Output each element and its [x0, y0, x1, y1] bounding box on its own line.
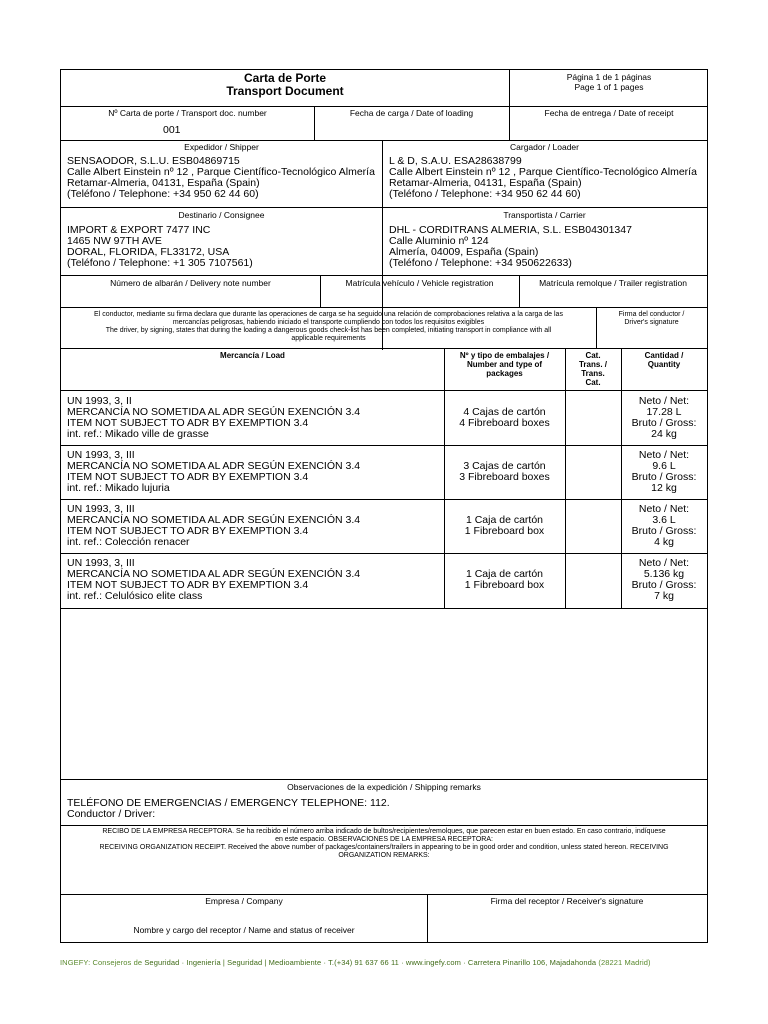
goods-row-1-packages: 4 Cajas de cartón 4 Fibreboard boxes [459, 406, 550, 429]
consignee-label: Destinario / Consignee [178, 210, 265, 220]
loader-address: L & D, S.A.U. ESA28638799 Calle Albert Einstein nº 12 , Parque Científico-Tecnológico Almería Retamar-Almeria, 04131, España (Spain) (Teléfono / Telephone: +34 950 62 44 60) [389, 155, 697, 200]
transport-document [60, 69, 708, 943]
consignee-address: IMPORT & EXPORT 7477 INC 1465 NW 97TH AVE DORAL, FLORIDA, FL33172, USA (Teléfono / Telephone: +1 305 7107561) [67, 224, 253, 269]
goods-row-3-load: UN 1993, 3, III MERCANCÍA NO SOMETIDA AL ADR SEGÚN EXENCIÓN 3.4 ITEM NOT SUBJECT TO ADR BY EXEMPTION 3.4 int. ref.: Colección renacer [67, 503, 361, 548]
col-packages-header: Nº y tipo de embalajes / Number and type of packages [459, 351, 550, 378]
doc-number-value: 001 [163, 124, 181, 136]
receipt-statement: RECIBO DE LA EMPRESA RECEPTORA. Se ha recibido el número arriba indicado de bultos/recipientes/remolques, que parecen estar en buen estado. En caso contrario, indíquese en este espacio. OBSERVACIONES DE LA EMPRESA RECEPTORA: RECEIVING ORGANIZATION RECEIPT. Received the above number of packages/containers/trailers in appearing to be in good order and condition, unless stated hereon. RECEIVING ORGANIZATION REMARKS: [99, 828, 669, 859]
receiver-name-label: Nombre y cargo del receptor / Name and status of receiver [133, 925, 355, 935]
company-label: Empresa / Company [205, 896, 283, 906]
loader-label: Cargador / Loader [510, 142, 579, 152]
receiver-signature-label: Firma del receptor / Receiver's signature [490, 896, 644, 906]
col-category-header: Cat. Trans. / Trans. Cat. [578, 351, 607, 387]
col-quantity-header: Cantidad / Quantity [644, 351, 684, 369]
goods-row-2-load: UN 1993, 3, III MERCANCÍA NO SOMETIDA AL ADR SEGÚN EXENCIÓN 3.4 ITEM NOT SUBJECT TO ADR BY EXEMPTION 3.4 int. ref.: Mikado lujuria [67, 449, 361, 494]
goods-row-1-quantity: Neto / Net: 17.28 L Bruto / Gross: 24 kg [631, 395, 697, 440]
shipper-label: Expedidor / Shipper [184, 142, 259, 152]
carrier-address: DHL - CORDITRANS ALMERIA, S.L. ESB04301347 Calle Aluminio nº 124 Almería, 04009, España (Spain) (Teléfono / Telephone: +34 950622633) [389, 224, 632, 269]
goods-row-2-quantity: Neto / Net: 9.6 L Bruto / Gross: 12 kg [631, 449, 697, 494]
goods-row-4-load: UN 1993, 3, III MERCANCÍA NO SOMETIDA AL ADR SEGÚN EXENCIÓN 3.4 ITEM NOT SUBJECT TO ADR BY EXEMPTION 3.4 int. ref.: Celulósico elite class [67, 557, 361, 602]
carrier-label: Transportista / Carrier [503, 210, 586, 220]
goods-row-2-packages: 3 Cajas de cartón 3 Fibreboard boxes [459, 460, 550, 483]
goods-row-3-quantity: Neto / Net: 3.6 L Bruto / Gross: 4 kg [631, 503, 697, 548]
goods-row-3-packages: 1 Caja de cartón 1 Fibreboard box [464, 514, 545, 537]
shipper-address: SENSAODOR, S.L.U. ESB04869715 Calle Albert Einstein nº 12 , Parque Científico-Tecnológico Almería Retamar-Almeria, 04131, España (Spain) (Teléfono / Telephone: +34 950 62 44 60) [67, 155, 375, 200]
shipping-remarks-label: Observaciones de la expedición / Shipping remarks [287, 782, 481, 792]
company-footer: INGEFY: Consejeros de Seguridad · Ingeniería | Seguridad | Medioambiente · T.(+34) 91 637 66 11 · www.ingefy.com · Carretera Pinarillo 106, Majadahonda (28221 Madrid) [60, 958, 651, 967]
loading-date-label: Fecha de carga / Date of loading [349, 108, 474, 118]
receipt-date-label: Fecha de entrega / Date of receipt [544, 108, 674, 118]
shipping-remarks: TELÉFONO DE EMERGENCIAS / EMERGENCY TELEPHONE: 112. Conductor / Driver: [67, 797, 390, 820]
goods-row-4-packages: 1 Caja de cartón 1 Fibreboard box [464, 568, 545, 591]
driver-signature-label: Firma del conductor / Driver's signature [618, 311, 685, 326]
doc-number-label: Nº Carta de porte / Transport doc. number [108, 108, 267, 118]
goods-row-4-quantity: Neto / Net: 5.136 kg Bruto / Gross: 7 kg [631, 557, 697, 602]
goods-row-1-load: UN 1993, 3, II MERCANCÍA NO SOMETIDA AL ADR SEGÚN EXENCIÓN 3.4 ITEM NOT SUBJECT TO ADR BY EXEMPTION 3.4 int. ref.: Mikado ville de grasse [67, 395, 361, 440]
vehicle-registration-label: Matrícula vehículo / Vehicle registration [345, 278, 494, 288]
delivery-note-label: Número de albarán / Delivery note number [110, 278, 271, 288]
trailer-registration-label: Matrícula remolque / Trailer registration [539, 278, 687, 288]
col-load-header: Mercancía / Load [220, 351, 285, 360]
document-title: Carta de Porte Transport Document [226, 71, 344, 98]
driver-declaration: El conductor, mediante su firma declara que durante las operaciones de carga se ha seguido una relación de comprobaciones relativa a la carga de las mercancías peligrosas, habiendo iniciado el transporte cumpliendo con todos los requisitos exigibles The driver, by signing, states that during the loading a dangerous goods check-list has been completed, initiating transport in compliance with all applicable requirements [94, 311, 563, 342]
page-counter: Página 1 de 1 páginas Page 1 of 1 pages [566, 72, 652, 92]
